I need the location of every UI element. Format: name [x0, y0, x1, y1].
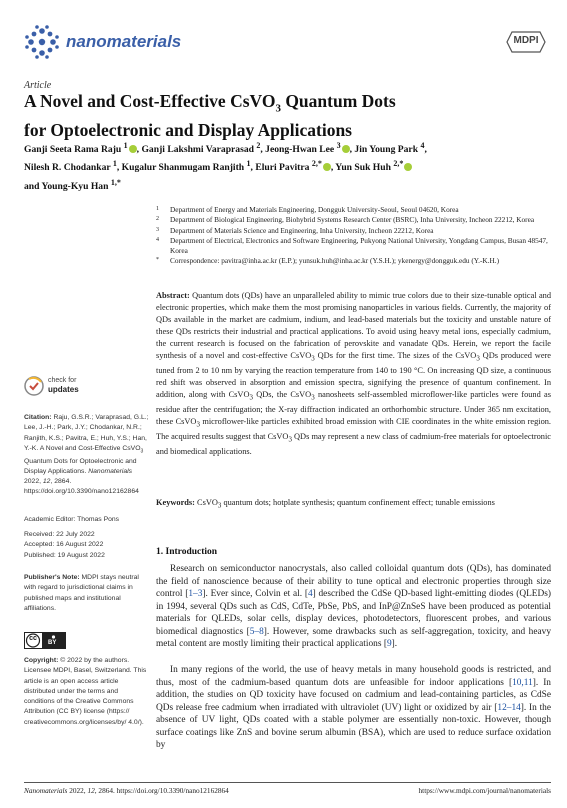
- journal-logo-icon: [24, 24, 60, 60]
- check-label: check for: [48, 377, 77, 384]
- author-list: Ganji Seeta Rama Raju $^1$ , Ganji Lakshmi Varaprasad $^2$, Jeong-Hwan Lee $^3$ , Jin Young Park $^4$, Nilesh R. Chodankar $^1$, Kugalur Shanmugam Ranjith $^1$, Eluri Pavitra $^{2,*}$ , Yun Suk Huh $^{2,*}$ and Young-Kyu Han $^{1,*}$: [24, 141, 427, 192]
- footer-citation: Nanomaterials 2022, 12, 2864. https://doi.org/10.3390/nano12162864: [24, 786, 229, 795]
- reference-link[interactable]: 5–8: [249, 626, 264, 637]
- affiliation-item: 3 Department of Materials Science and Engineering, Inha University, Incheon 22212, Korea: [156, 225, 434, 235]
- abstract: Abstract: Quantum dots (QDs) have an unparalleled ability to mimic true colors due to their size-tunable optical and electronic properties, which make them the most promising nanoparticles in various fields. Currently, the majority of QDs available in the market are cadmium, indium, and lead-based materials but the toxicity and unstable nature of these QDs restricts their industrial and practical applications. To avoid using heavy metal ions, especially cadmium, the current research is focused on the fabrication of perovskite and vanadate QDs. Herein, we report the facile synthesis of a novel and cost-effective CsVO$_3$ QDs for the first time. The sizes of the CsVO$_3$ QDs produced were tuned from 2 to 10 nm by varying the reaction temperature from 140 to 190 °C. On increasing QD size, a continuous red shift was observed in absorption and emission spectra, signifying the presence of quantum confinement. In addition, along with CsVO$_3$ QDs, the CsVO$_3$ nanosheets self-assembled microflower-like particles were found as residue after the centrifugation; the X-ray diffraction indicated an orthorhombic structure. Under 365 nm excitation, these CsVO$_3$ microflower-like particles exhibited broad emission with CIE coordinates in the white emission region. The acquired results suggest that CsVO$_3$ QDs may represent a new class of cadmium-free materials for optoelectronic and biomedical applications.: [156, 291, 552, 456]
- journal-name: nanomaterials: [66, 32, 182, 51]
- title-part: Quantum Dots: [280, 91, 396, 111]
- orcid-icon[interactable]: [323, 163, 331, 171]
- reference-link[interactable]: 12–14: [497, 702, 521, 713]
- author[interactable]: Jeong-Hwan Lee $^3$: [265, 141, 341, 156]
- author[interactable]: Eluri Pavitra $^{2,*}$: [255, 159, 322, 174]
- author[interactable]: and Young-Kyu Han $^{1,*}$: [24, 177, 121, 192]
- reference-link[interactable]: 1–3: [188, 589, 203, 599]
- paragraph: Research on semiconductor nanocrystals, also called colloidal quantum dots (QDs), has dominated the field of nanoscience because of their ability to tune optical and electronic properties through size control [1–3]. Ever since, Colvin et al. [4] described the CdSe QD-based light-emitting diodes (QLEDs) in 1994, several QDs such as CdS, CdTe, PbSe, PbS, and InP@ZnSeS have been produced as potential materials for QLEDs, solar cells, display devices, photodetectors, fluorescent probes, and various biomedical diagnostics [5–8]. However, some drawbacks such as self-aggregation, toxicity, and heavy metal content are mostly limiting their practical applications [9].: [156, 564, 551, 649]
- publisher-note: Publisher's Note: MDPI stays neutral with regard to jurisdictional claims in published maps and institutional affiliations.: [24, 574, 139, 612]
- reference-link[interactable]: 10,11: [512, 677, 533, 688]
- article-type: Article: [24, 80, 52, 91]
- copyright: Copyright: © 2022 by the authors. Licensee MDPI, Basel, Switzerland. This article is an open access article distributed under the terms and conditions of the Creative Commons Attribution (CC BY) license (https:// creativecommons.org/licenses/by/ 4.0/).: [24, 657, 147, 726]
- author[interactable]: Jin Young Park $^4$: [354, 141, 425, 156]
- title-part: A Novel and Cost-Effective CsVO: [24, 91, 276, 111]
- cc-by-license-badge[interactable]: cc BY: [24, 632, 66, 649]
- affiliation-item: 2 Department of Biological Engineering, Biohybrid Systems Research Center (BSRC), Inha University, Incheon 22212, Korea: [156, 215, 535, 225]
- footer-divider: [24, 782, 551, 783]
- orcid-icon[interactable]: [129, 145, 137, 153]
- orcid-icon[interactable]: [342, 145, 350, 153]
- orcid-icon[interactable]: [404, 163, 412, 171]
- keywords-label: Keywords:: [156, 498, 195, 507]
- section-heading: 1. Introduction: [156, 547, 218, 557]
- check-updates-icon: [24, 376, 44, 396]
- title-subscript: 3: [275, 102, 281, 115]
- citation-block: Citation: Raju, G.S.R.; Varaprasad, G.L.; Lee, J.-H.; Park, J.Y.; Chodankar, N.R.; Ranjith, K.S.; Pavitra, E.; Huh, Y.S.; Han, Y.-K. A Novel and Cost-Effective CsVO$_3$ Quantum Dots for Optoelectronic and Display Applications. Nanomaterials 2022, 12, 2864. https://doi.org/10.3390/nano12162864: [24, 414, 149, 496]
- author[interactable]: Nilesh R. Chodankar $^1$: [24, 159, 117, 174]
- publisher-name: MDPI: [513, 35, 539, 46]
- author[interactable]: Kugalur Shanmugam Ranjith $^1$: [121, 159, 251, 174]
- article-title: [24, 91, 544, 141]
- author[interactable]: Ganji Lakshmi Varaprasad $^2$: [141, 141, 261, 156]
- correspondence: * Correspondence: pavitra@inha.ac.kr (E.P.); yunsuk.huh@inha.ac.kr (Y.S.H.); ykenergy@dongguk.edu (Y.-K.H.): [156, 256, 499, 266]
- journal-url-link[interactable]: https://www.mdpi.com/journal/nanomaterials: [418, 786, 551, 795]
- reference-link[interactable]: 4: [307, 589, 313, 599]
- paragraph: In many regions of the world, the use of heavy metals in many household goods is restricted, and thus, most of the cadmium-based quantum dots are unfeasible for indoor applications [10,11]. In addition, the studies on QD toxicity have focused on cadmium and lead-containing particles, as CdSe QDs release free cadmium when irradiated with ultraviolet (UV) light or oxidized by air [12–14]. In the absence of UV light, QDs coated with a stable polymer are essentially non-toxic. However, though surface coatings like ZnS and bovine serum albumin (BSA), which are used to reduce surface oxidation by: [156, 665, 551, 750]
- keywords: Keywords: CsVO$_3$ quantum dots; hotplate synthesis; quantum confinement effect; tunable emissions: [156, 498, 495, 510]
- affiliation-item: 4 Department of Electrical, Electronics and Software Engineering, Pukyong National University, Yongdang Campus, Busan 48547, Korea: [156, 236, 548, 255]
- published-date: Published: 19 August 2022: [24, 551, 105, 559]
- received-date: Received: 22 July 2022: [24, 531, 95, 538]
- mdpi-logo: [505, 30, 547, 54]
- affiliation-item: 1 Department of Energy and Materials Engineering, Dongguk University-Seoul, Seoul 04620, Korea: [156, 205, 459, 214]
- abstract-label: Abstract:: [156, 291, 190, 300]
- author[interactable]: Ganji Seeta Rama Raju $^1$: [24, 141, 128, 156]
- check-for-updates-button[interactable]: [24, 376, 124, 398]
- academic-editor: Academic Editor: Thomas Pons: [24, 516, 120, 523]
- title-line-2: for Optoelectronic and Display Applications: [24, 119, 352, 140]
- updates-label: updates: [48, 385, 79, 394]
- accepted-date: Accepted: 16 August 2022: [24, 541, 104, 549]
- author[interactable]: Yun Suk Huh $^{2,*}$: [335, 159, 404, 174]
- reference-link[interactable]: 9: [386, 639, 392, 649]
- affiliations: [156, 205, 551, 266]
- dates: [24, 530, 149, 561]
